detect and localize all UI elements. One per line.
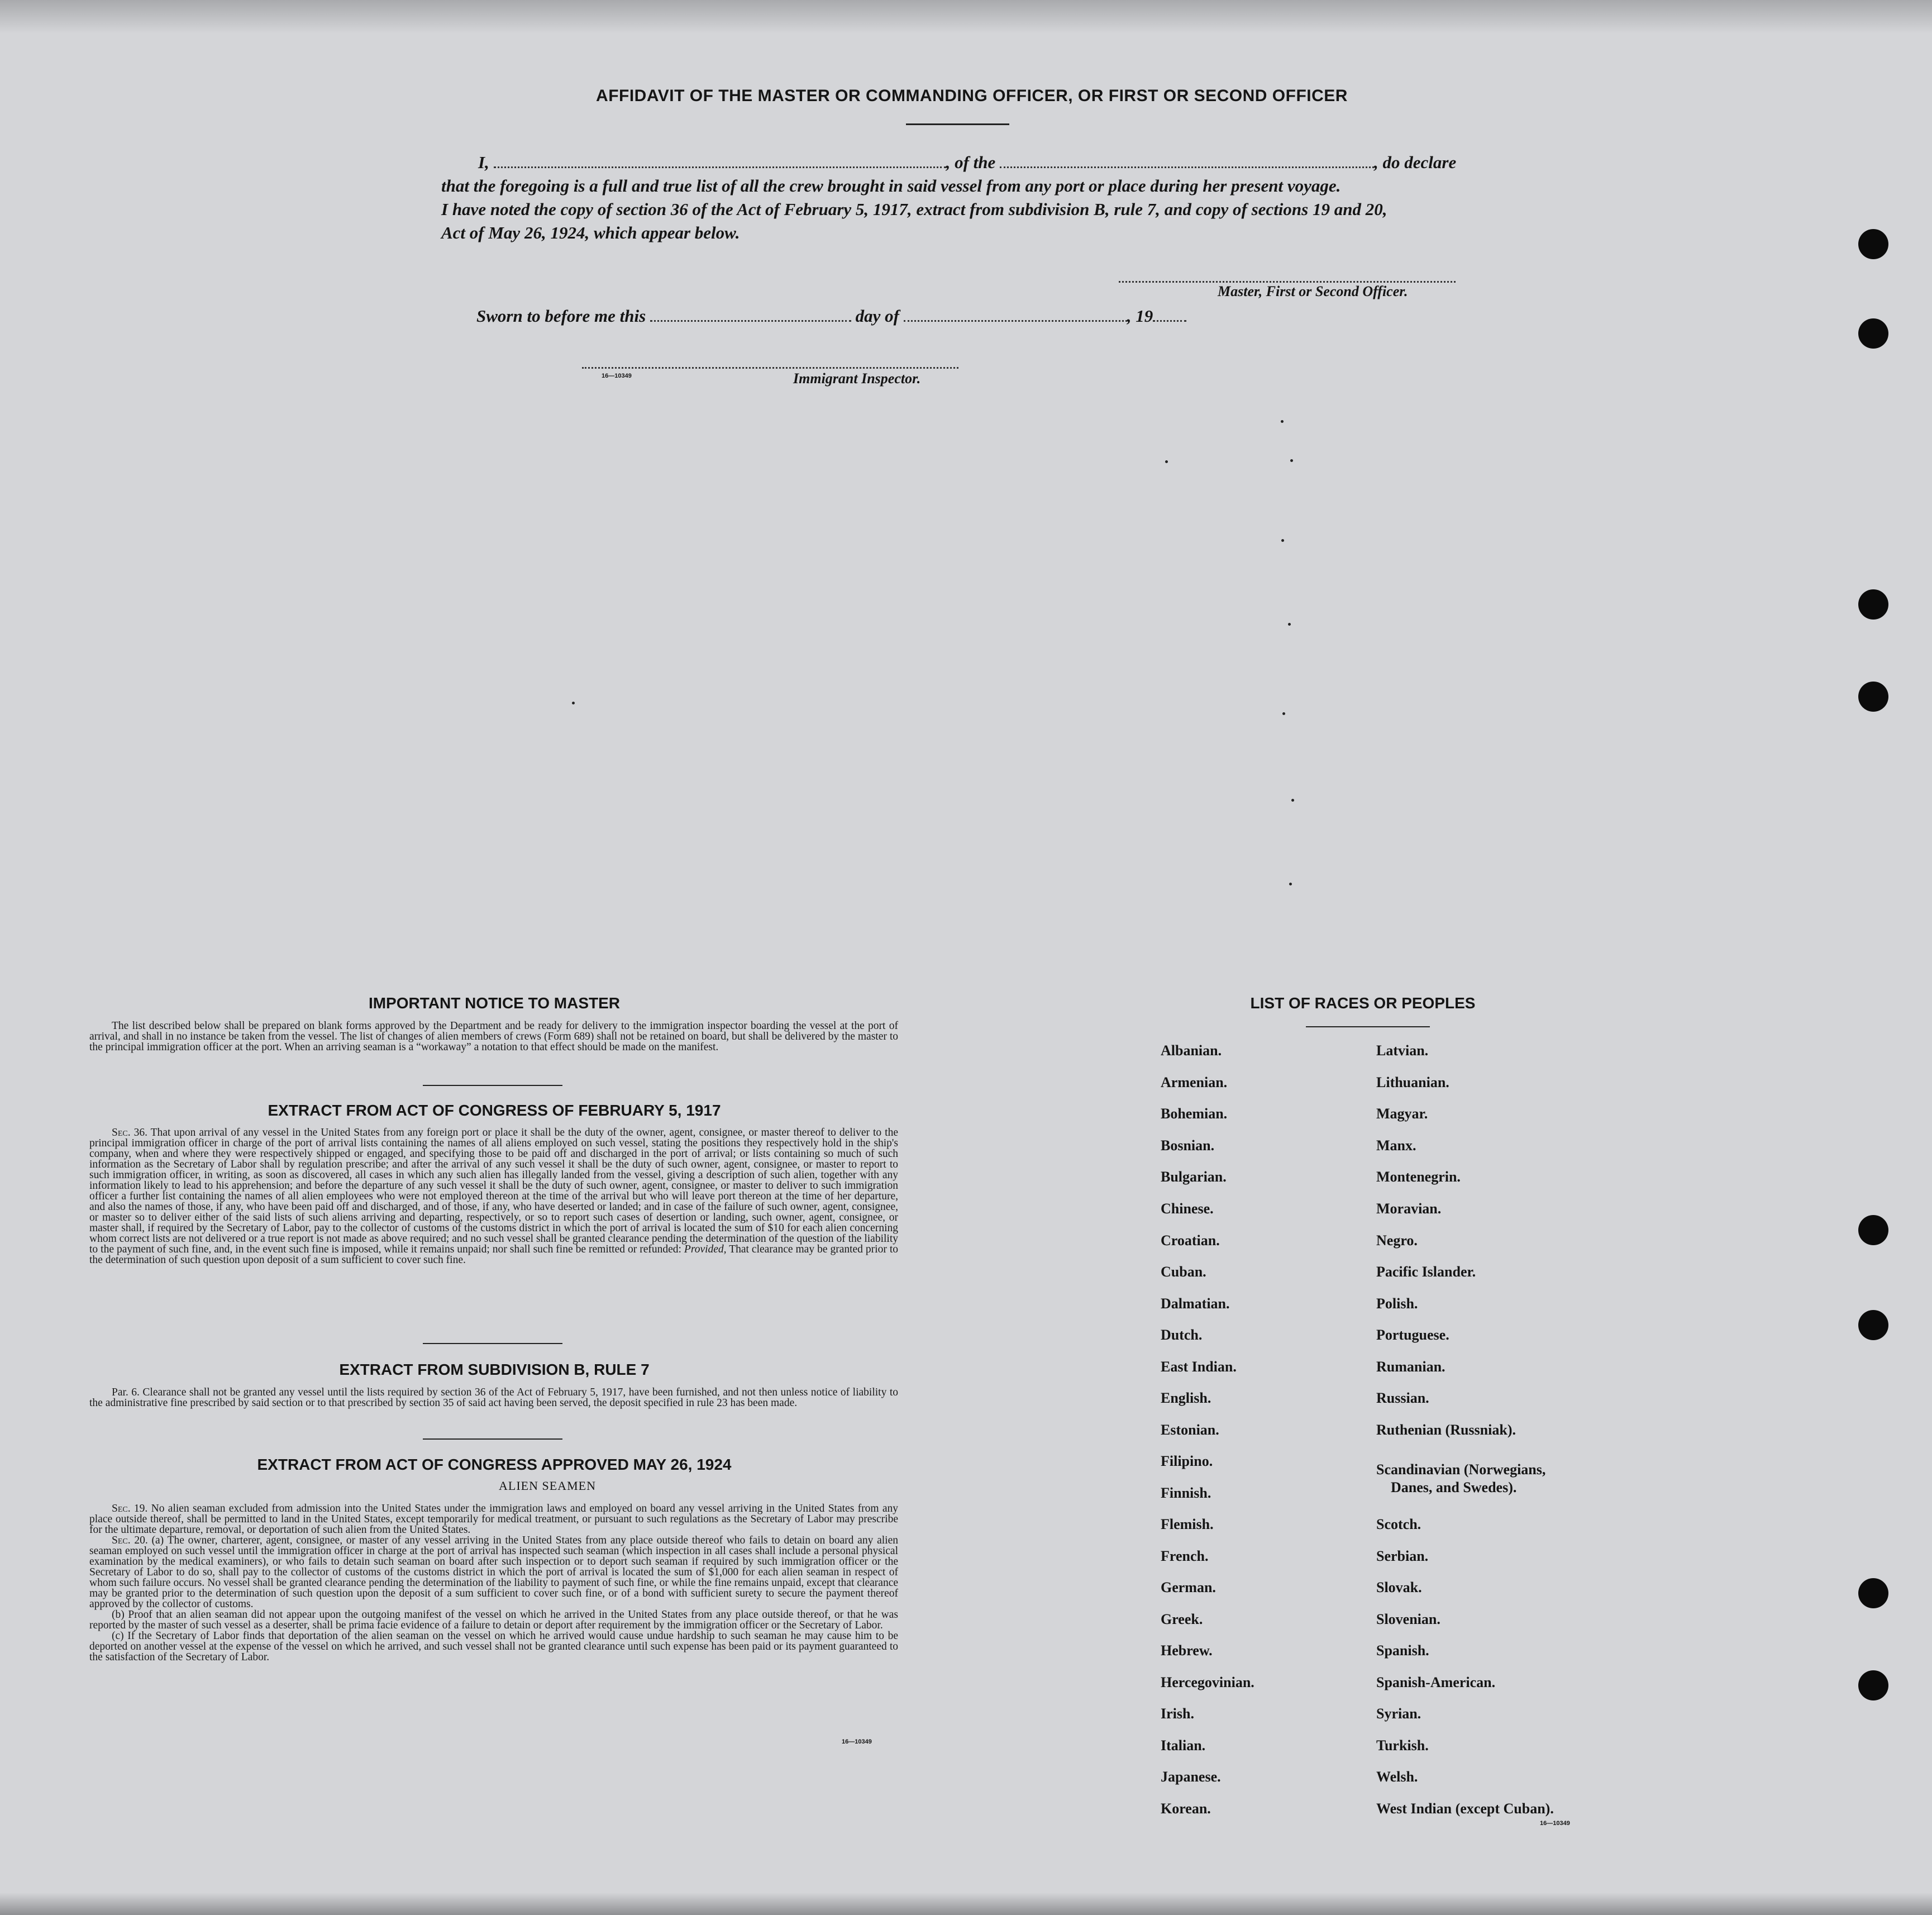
race-item: Bohemian. (1161, 1106, 1228, 1122)
sec-19-text: No alien seaman excluded from admission into the United States under the immigration laws and employed on board any vessel arriving in the United States from any place outside thereof, shall be permitted to land in the United States, except temporarily for medical treatment, or pursuant to such regulations as the Secretary of Labor may prescribe for the ultimate departure, removal, or deportation of such alien from the United States. (89, 1503, 898, 1536)
sec-20a-text: (a) The owner, charterer, agent, consignee, or master of any vessel arriving in the United States from any place outside thereof who fails to detain on board any alien seaman employed on such vessel until the immigration officer in charge at the port of arrival has inspected such seaman (which inspection in all cases shall include a personal physical examination by the medical examiners), or who fails to detain such seaman on board after such inspection or to deport such seaman if required by such immigration officer or the Secretary of Labor to do so, shall pay to the collector of customs of the customs district in which the port of arrival is located the sum of $1,000 for each alien seaman in respect of whom such failure occurs. No vessel shall be granted clearance pending the determination of the liability to payment of such fine, or while the fine remains unpaid, except that clearance may be granted prior to the determination of such question upon the deposit of a sum sufficient to cover such fine, or of a bond with sufficient surety to secure the payment thereof approved by the collector of customs. (89, 1535, 898, 1610)
race-item: Korean. (1161, 1800, 1211, 1817)
proviso-text: That clearance may be granted prior to the determination of such question upon deposit of a sum sufficient to cover such fine. (89, 1244, 898, 1266)
sworn-day-of: day of (855, 306, 899, 326)
races-title: LIST OF RACES OR PEOPLES (1250, 994, 1476, 1012)
alien-seamen-subtitle: ALIEN SEAMEN (499, 1479, 596, 1493)
scan-speck (1282, 712, 1285, 715)
race-item: Negro. (1376, 1232, 1418, 1249)
affidavit-title: AFFIDAVIT OF THE MASTER OR COMMANDING OFFICER, OR FIRST OR SECOND OFFICER (596, 87, 1348, 105)
punch-hole (1858, 1215, 1888, 1245)
officer-signature-line[interactable] (1119, 281, 1456, 283)
decl-line-2: that the foregoing is a full and true list of all the crew brought in said vessel from any port or place during her present voyage. (441, 176, 1341, 196)
decl-line-4: Act of May 26, 1924, which appear below. (441, 223, 740, 242)
vessel-blank[interactable] (1000, 156, 1374, 168)
race-item: Slovak. (1376, 1579, 1422, 1595)
race-item: Dutch. (1161, 1327, 1203, 1343)
sec-20-label: Sec. 20. (112, 1535, 148, 1546)
race-item: Finnish. (1161, 1485, 1211, 1501)
scan-speck (1165, 460, 1168, 463)
punch-hole (1858, 1310, 1888, 1340)
decl-of-the: , of the (946, 153, 996, 172)
race-item: Greek. (1161, 1611, 1203, 1627)
race-item: Manx. (1376, 1137, 1416, 1154)
race-item: English. (1161, 1390, 1211, 1406)
form-number: 16—10349 (602, 373, 632, 379)
punch-hole (1858, 1670, 1888, 1700)
proviso-word: Provided, (684, 1244, 727, 1255)
rule7-body: Par. 6. Clearance shall not be granted any vessel until the lists required by section 36 of the Act of February 5, 1917, have been furnished, and not then unless notice of liability to the administrative fine prescribed by said section or to that prescribed by section 35 of said act having been served, the deposit specified in rule 23 has been made. (89, 1387, 898, 1409)
scan-speck (1290, 459, 1293, 462)
decl-do-declare: , do declare (1374, 153, 1457, 172)
extract-1924-title: EXTRACT FROM ACT OF CONGRESS APPROVED MAY 26, 1924 (257, 1456, 732, 1473)
section-rule (423, 1085, 562, 1086)
race-item: Latvian. (1376, 1042, 1429, 1059)
race-item: Albanian. (1161, 1042, 1222, 1059)
race-item: Cuban. (1161, 1264, 1206, 1280)
race-item: German. (1161, 1579, 1216, 1595)
race-item: West Indian (except Cuban). (1376, 1800, 1554, 1817)
decl-line-3: I have noted the copy of section 36 of the Act of February 5, 1917, extract from subdivision B, rule 7, and copy of sections 19 and 20, (441, 199, 1387, 219)
race-item: Portuguese. (1376, 1327, 1449, 1343)
race-item: Lithuanian. (1376, 1074, 1449, 1090)
punch-hole (1858, 318, 1888, 349)
extract-1917-body (89, 1127, 898, 1265)
sworn-year: , 19 (1127, 306, 1153, 326)
sec-36-text: That upon arrival of any vessel in the United States from any foreign port or place it shall be the duty of the owner, agent, consignee, or master thereof to deliver to the principal immigration officer in charge of the port of arrival lists containing the names of all aliens employed on such vessel, stating the positions they respectively hold in the ship's company, when and where they were respectively shipped or engaged, and specifying those to be paid off and discharged in the port of arrival; or lists containing so much of such information as the Secretary of Labor shall by regulation prescribe; and after the arrival of any such vessel it shall be the duty of such owner, agent, consignee, or master to report to such immigration officer, in writing, as soon as discovered, all cases in which any such alien has illegally landed from the vessel, giving a description of such alien, together with any information likely to lead to his apprehension; and before the departure of any such vessel it shall be the duty of such owner, agent, consignee, or master to deliver to such immigration officer a further list containing the names of all alien employees who were not employed thereon at the time of the arrival but who will leave port thereon at the time of her departure, and also the names of those, if any, who have been paid off and discharged, and of those, if any, who have deserted or landed; and in case of the failure of such owner, agent, consignee, or master so to deliver either of the said lists of such aliens arriving and departing, respectively, or so to report such cases of desertion or landing, such owner, agent, consignee, or master shall, if required by the Secretary of Labor, pay to the collector of customs of the customs district in which the port of arrival is located the sum of $10 for each alien concerning whom correct lists are not delivered or a true report is not made as above required; and no such vessel shall be granted clearance pending the determination of the question of the liability to the payment of such fine, and, in the event such fine is imposed, while it remains unpaid; nor shall such fine be remitted or refunded: (89, 1127, 898, 1255)
punch-hole (1858, 589, 1888, 620)
race-item: Bosnian. (1161, 1137, 1215, 1154)
race-item: Irish. (1161, 1706, 1194, 1722)
race-item: Pacific Islander. (1376, 1264, 1476, 1280)
race-item: East Indian. (1161, 1359, 1237, 1375)
race-item: Estonian. (1161, 1422, 1219, 1438)
scan-bottom-edge (0, 1893, 1932, 1915)
scan-speck (572, 702, 575, 704)
race-item: Scotch. (1376, 1516, 1421, 1532)
sworn-line (476, 306, 1258, 326)
section-rule (423, 1343, 562, 1344)
sworn-prefix: Sworn to before me this (476, 306, 646, 326)
race-item: Welsh. (1376, 1769, 1418, 1785)
race-item: Polish. (1376, 1295, 1418, 1312)
extract-1924-body (89, 1503, 898, 1662)
punch-hole (1858, 682, 1888, 712)
race-item: Flemish. (1161, 1516, 1214, 1532)
notice-body: The list described below shall be prepared on blank forms approved by the Department and be ready for delivery to the immigration inspector boarding the vessel at the port of arrival, and shall in no instance be taken from the vessel. The list of changes of alien members of crews (Form 689) shall not be retained on board, but shall be delivered by the master to the principal immigration officer at the port. When an arriving seaman is a “workaway” a notation to that effect should be made on the manifest. (89, 1020, 898, 1053)
race-item: Scandinavian (Norwegians, (1376, 1461, 1546, 1478)
race-item: Spanish-American. (1376, 1674, 1496, 1690)
race-item: Japanese. (1161, 1769, 1221, 1785)
inspector-label: Immigrant Inspector. (793, 370, 921, 387)
race-item: Chinese. (1161, 1201, 1214, 1217)
scan-top-edge (0, 0, 1932, 34)
race-item: Magyar. (1376, 1106, 1428, 1122)
race-item: Syrian. (1376, 1706, 1421, 1722)
punch-hole (1858, 1578, 1888, 1608)
sec-20b-text: (b) Proof that an alien seaman did not appear upon the outgoing manifest of the vessel on which he arrived in the United States from any place outside thereof, or that he was reported by the master of such vessel as a deserter, shall be prima facie evidence of a failure to detain or deport after requirement by the immigration officer or the Secretary of Labor. (89, 1609, 898, 1631)
notice-title: IMPORTANT NOTICE TO MASTER (368, 994, 621, 1012)
race-item: Croatian. (1161, 1232, 1220, 1249)
title-rule (906, 123, 1009, 125)
race-item: Rumanian. (1376, 1359, 1446, 1375)
sec-36-label: Sec. 36. (112, 1127, 147, 1138)
form-number: 16—10349 (842, 1738, 872, 1745)
year-blank[interactable] (1153, 310, 1186, 322)
decl-i: I, (478, 153, 489, 172)
inspector-signature-line[interactable] (582, 367, 958, 369)
punch-hole (1858, 229, 1888, 259)
races-rule (1306, 1026, 1430, 1027)
race-item: Slovenian. (1376, 1611, 1440, 1627)
race-item: French. (1161, 1548, 1209, 1564)
race-item: Montenegrin. (1376, 1169, 1461, 1185)
scan-speck (1291, 799, 1294, 802)
race-item: Bulgarian. (1161, 1169, 1227, 1185)
scan-speck (1289, 883, 1292, 885)
name-blank[interactable] (494, 156, 946, 168)
sec-19-label: Sec. 19. (112, 1503, 148, 1514)
declaration-text (441, 151, 1480, 245)
race-item: Spanish. (1376, 1642, 1429, 1659)
race-item: Hercegovinian. (1161, 1674, 1254, 1690)
form-number: 16—10349 (1540, 1820, 1570, 1827)
race-item: Dalmatian. (1161, 1295, 1230, 1312)
rule7-title: EXTRACT FROM SUBDIVISION B, RULE 7 (339, 1361, 650, 1378)
scan-speck (1288, 623, 1291, 626)
section-rule (423, 1438, 562, 1440)
race-item: Serbian. (1376, 1548, 1429, 1564)
month-blank[interactable] (904, 310, 1127, 322)
scan-speck (1281, 420, 1284, 423)
race-item: Russian. (1376, 1390, 1429, 1406)
scan-speck (1281, 539, 1284, 542)
day-blank[interactable] (650, 310, 851, 322)
officer-label: Master, First or Second Officer. (1218, 283, 1408, 299)
race-item: Moravian. (1376, 1201, 1442, 1217)
race-item: Hebrew. (1161, 1642, 1213, 1659)
race-item: Filipino. (1161, 1453, 1213, 1469)
race-item: Turkish. (1376, 1737, 1429, 1754)
race-item: Danes, and Swedes). (1391, 1479, 1517, 1495)
race-item: Ruthenian (Russniak). (1376, 1422, 1516, 1438)
race-item: Italian. (1161, 1737, 1206, 1754)
race-item: Armenian. (1161, 1074, 1228, 1090)
sec-20c-text: (c) If the Secretary of Labor finds that deportation of the alien seaman on the vessel on which he arrived would cause undue hardship to such seaman he may cause him to be deported on another vessel at the expense of the vessel on which he arrived, and such vessel shall not be granted clearance until such expense has been paid or its payment guaranteed to the satisfaction of the Secretary of Labor. (89, 1630, 898, 1663)
extract-1917-title: EXTRACT FROM ACT OF CONGRESS OF FEBRUARY 5, 1917 (268, 1102, 721, 1119)
